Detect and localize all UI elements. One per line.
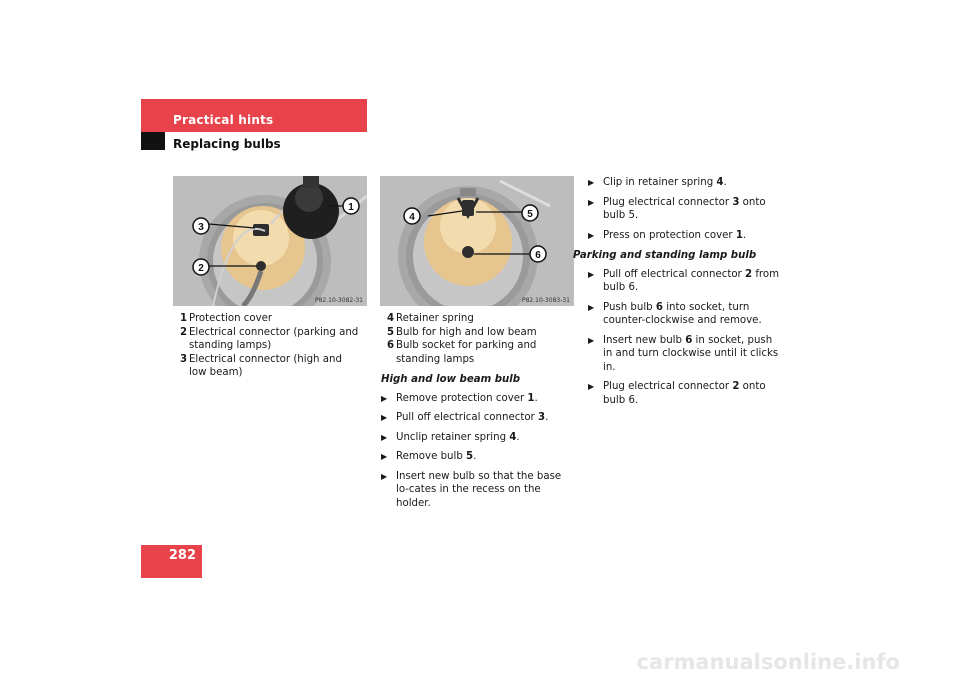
callout-1-label: 1 <box>348 202 354 213</box>
arrow-right-icon: ▶ <box>588 230 595 240</box>
heading-high-low-beam: High and low beam bulb <box>381 374 521 385</box>
callout-5-label: 5 <box>527 209 533 220</box>
callout-6-label: 6 <box>535 250 541 261</box>
step-item: ▶ Clip in retainer spring 4. <box>588 177 727 188</box>
callout-2-label: 2 <box>198 263 204 274</box>
figure-1-code: P82.10-3082-31 <box>314 297 363 304</box>
step-item: ▶ Pull off electrical connector 2 from bulb 6. <box>588 268 780 293</box>
legend-item: 2 Electrical connector (parking and standing lamps) <box>180 326 359 351</box>
page-number: 282 <box>168 548 196 563</box>
callout-4-label: 4 <box>409 212 415 223</box>
step-item: ▶ Insert new bulb 6 in socket, push in and turn clockwise until it clicks in. <box>588 334 779 373</box>
step-item: ▶ Push bulb 6 into socket, turn counter-clockwise and remove. <box>588 301 762 326</box>
step-item: ▶ Remove protection cover 1. <box>381 392 538 404</box>
legend-item: 1 Protection cover <box>180 313 273 324</box>
callout-3-label: 3 <box>198 222 204 233</box>
arrow-right-icon: ▶ <box>381 432 388 442</box>
figure-headlamp-bulb-holder <box>380 176 574 306</box>
step-item: ▶ Plug electrical connector 2 onto bulb 6. <box>588 381 766 406</box>
header-black-tab <box>141 132 165 150</box>
legend-figure-2 <box>381 312 575 366</box>
middle-column <box>381 312 575 516</box>
legend-figure-1 <box>180 312 360 380</box>
arrow-right-icon: ▶ <box>588 302 595 312</box>
figure-2-code: P82.10-3083-31 <box>521 297 570 304</box>
step-item: ▶ Pull off electrical connector 3. <box>381 412 549 423</box>
step-item: ▶ Plug electrical connector 3 onto bulb 5. <box>588 196 766 221</box>
step-item: ▶ Insert new bulb so that the base lo-cates in the recess on the holder. <box>381 470 562 509</box>
step-item: ▶ Press on protection cover 1. <box>588 229 747 241</box>
arrow-right-icon: ▶ <box>381 452 388 461</box>
arrow-right-icon: ▶ <box>588 197 595 207</box>
legend-item: 3 Electrical connector (high and low beam) <box>180 353 342 378</box>
arrow-right-icon: ▶ <box>381 471 388 481</box>
footer <box>0 648 960 678</box>
arrow-right-icon: ▶ <box>588 269 595 279</box>
arrow-right-icon: ▶ <box>381 413 388 422</box>
section-title: Practical hints <box>173 113 274 127</box>
right-column <box>573 176 784 413</box>
page-number-badge <box>141 545 202 578</box>
step-item: ▶ Unclip retainer spring 4. <box>381 431 520 443</box>
arrow-right-icon: ▶ <box>588 382 595 391</box>
step-item: ▶ Remove bulb 5. <box>381 451 477 462</box>
figure-2-illustration <box>380 176 574 306</box>
heading-parking-standing: Parking and standing lamp bulb <box>573 250 757 261</box>
watermark: carmanualsonline.info <box>636 650 900 674</box>
figure-headlamp-rear-cover <box>173 176 367 306</box>
legend-item: 4 Retainer spring <box>387 313 474 324</box>
arrow-right-icon: ▶ <box>588 335 595 345</box>
legend-item: 5 Bulb for high and low beam <box>387 326 537 338</box>
section-subtitle: Replacing bulbs <box>173 137 281 151</box>
legend-item: 6 Bulb socket for parking and standing lamps <box>387 340 537 365</box>
figure-1-illustration <box>173 176 367 306</box>
arrow-right-icon: ▶ <box>588 178 595 187</box>
arrow-right-icon: ▶ <box>381 393 388 403</box>
